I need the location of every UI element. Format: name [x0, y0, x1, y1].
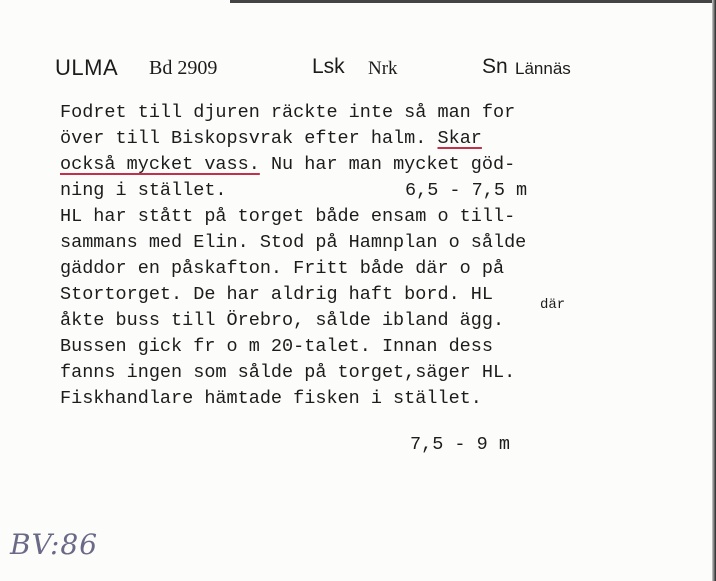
- text-line: fanns ingen som sålde på torget,säger HL.: [60, 362, 516, 383]
- text-line: Bussen gick fr o m 20-talet. Innan dess: [60, 336, 493, 357]
- text-line: över till Biskopsvrak efter halm. Skar: [60, 128, 482, 149]
- text-line: Fiskhandlare hämtade fisken i stället.: [60, 388, 482, 409]
- province-value: Nrk: [368, 58, 398, 79]
- volume-number: Bd 2909: [149, 57, 218, 79]
- underlined-text: Skar: [437, 128, 482, 149]
- handwritten-insertion: där: [540, 297, 566, 313]
- province-label: Lsk: [312, 55, 345, 78]
- text-line: åkte buss till Örebro, sålde ibland ägg.: [60, 310, 505, 331]
- card-header: [55, 55, 655, 85]
- measurement: 7,5 - 9 m: [410, 434, 510, 455]
- underlined-text: också mycket vass.: [60, 154, 260, 175]
- text-line: ning i stället. 6,5 - 7,5 m: [60, 178, 660, 204]
- card-edge-top: [230, 0, 716, 3]
- spacer: [60, 412, 660, 432]
- archive-code: ULMA: [55, 55, 119, 80]
- text-line: [60, 432, 660, 458]
- text-line: HL har stått på torget både ensam o till-: [60, 206, 516, 227]
- measurement: 6,5 - 7,5 m: [405, 180, 528, 201]
- text-line: Stortorget. De har aldrig haft bord. HL där: [60, 282, 660, 308]
- parish-label: Sn: [482, 55, 508, 78]
- card-body: [60, 100, 660, 458]
- card-edge-right: [712, 0, 716, 581]
- text-line: gäddor en påskafton. Fritt både där o på: [60, 258, 505, 279]
- text-line: Fodret till djuren räckte inte så man for: [60, 102, 516, 123]
- archive-mark: BV:86: [10, 528, 99, 561]
- text-line: också mycket vass. Nu har man mycket göd-: [60, 154, 516, 175]
- parish-value: Lännäs: [515, 59, 571, 78]
- text-line: sammans med Elin. Stod på Hamnplan o sålde: [60, 232, 527, 253]
